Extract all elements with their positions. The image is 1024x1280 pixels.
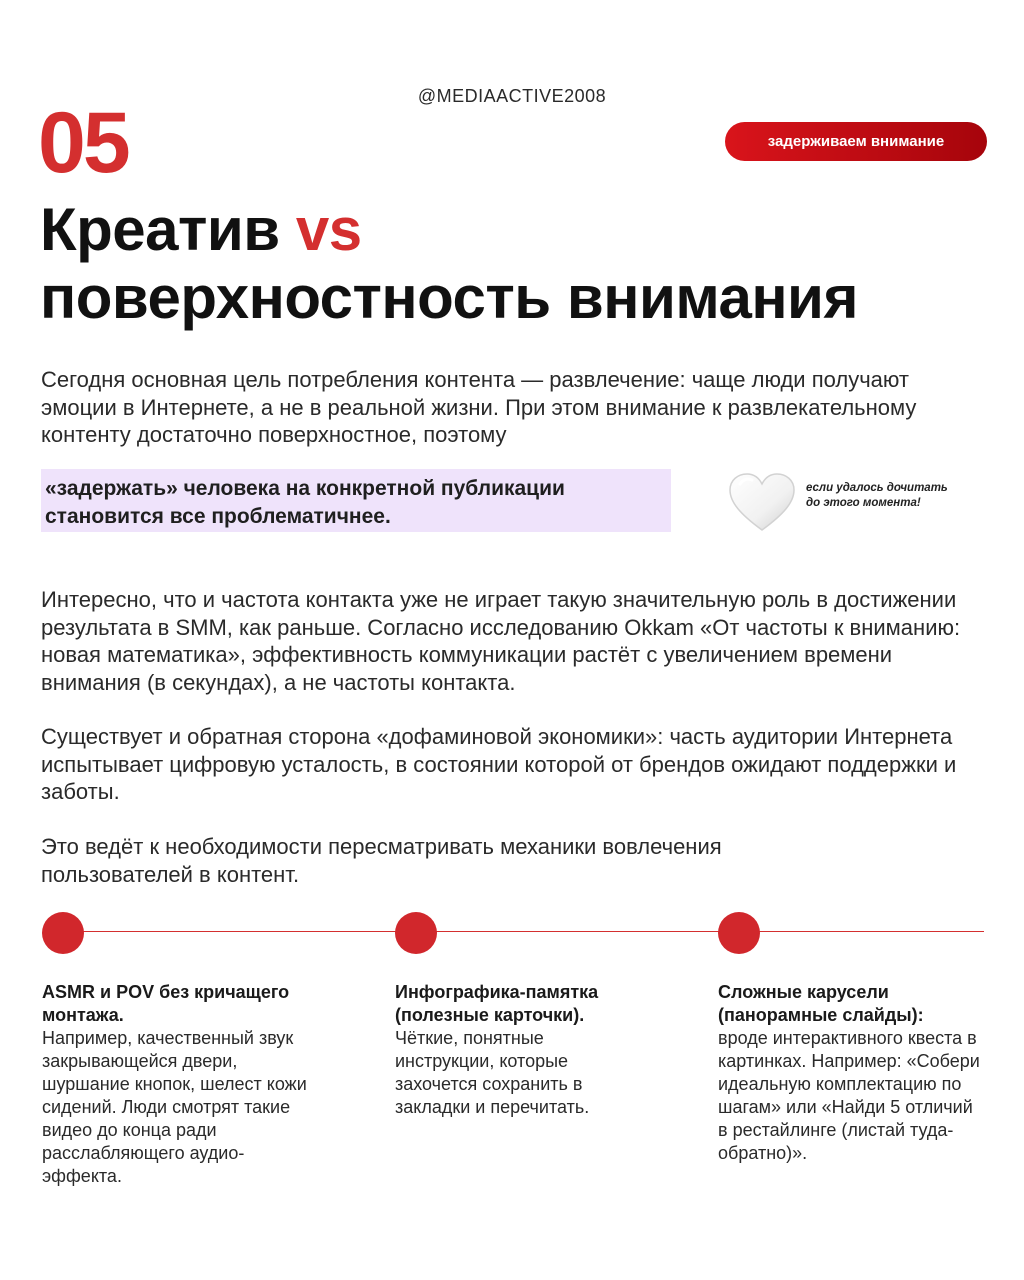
topic-tag: задерживаем внимание bbox=[725, 122, 987, 161]
timeline-line bbox=[63, 931, 984, 932]
heart-note: если удалось дочитать до этого момента! bbox=[806, 482, 948, 509]
column-asmr bbox=[42, 981, 317, 1188]
title-main: Креатив bbox=[40, 196, 280, 263]
column-body: вроде интерактивного квеста в картинках. Например: «Собери идеальную комплектацию по шагам» или «Найди 5 отличий в рестайлинге (листай туда-обратно)». bbox=[718, 1028, 980, 1163]
timeline-dot-1 bbox=[42, 912, 84, 954]
heart-icon bbox=[726, 470, 798, 534]
column-carousel bbox=[718, 981, 986, 1165]
paragraph-1: Интересно, что и частота контакта уже не играет такую значительную роль в достижении результата в SMM, как раньше. Согласно исследованию Okkam «От частоты к вниманию: новая математика», эффективность коммуникации растёт с увеличением времени внимания (в секундах), а не частоты контакта. bbox=[41, 587, 961, 695]
column-title: Инфографика-памятка (полезные карточки). bbox=[395, 982, 599, 1025]
title-line-1 bbox=[40, 196, 858, 264]
title-line-2: поверхностность внимания bbox=[40, 264, 858, 331]
column-infographic bbox=[395, 981, 633, 1119]
slide-number: 05 bbox=[38, 95, 128, 191]
column-title: Сложные карусели (панорамные слайды): bbox=[718, 982, 924, 1025]
timeline-dot-2 bbox=[395, 912, 437, 954]
column-title: ASMR и POV без кричащего монтажа. bbox=[42, 982, 290, 1025]
column-body: Например, качественный звук закрывающейся двери, шуршание кнопок, шелест кожи сидений. Люди смотрят такие видео до конца ради расслабляющего аудио-эффекта. bbox=[42, 1028, 307, 1186]
title-accent: vs bbox=[295, 196, 362, 263]
account-handle: @MEDIAACTIVE2008 bbox=[417, 86, 607, 106]
intro-paragraph: Сегодня основная цель потребления контента — развлечение: чаще люди получают эмоции в Интернете, а не в реальной жизни. При этом внимание к развлекательному контенту достаточно поверхностное, поэтому bbox=[41, 367, 917, 447]
column-body: Чёткие, понятные инструкции, которые захочется сохранить в закладки и перечитать. bbox=[395, 1028, 590, 1117]
paragraph-3: Это ведёт к необходимости пересматривать механики вовлечения пользователей в контент. bbox=[41, 834, 722, 887]
highlight-quote: «задержать» человека на конкретной публикации становится все проблематичнее. bbox=[41, 469, 671, 532]
paragraph-2: Существует и обратная сторона «дофаминовой экономики»: часть аудитории Интернета испытывает цифровую усталость, в состоянии которой от брендов ожидают поддержки и заботы. bbox=[41, 724, 957, 804]
page-title bbox=[40, 196, 858, 332]
timeline-dot-3 bbox=[718, 912, 760, 954]
